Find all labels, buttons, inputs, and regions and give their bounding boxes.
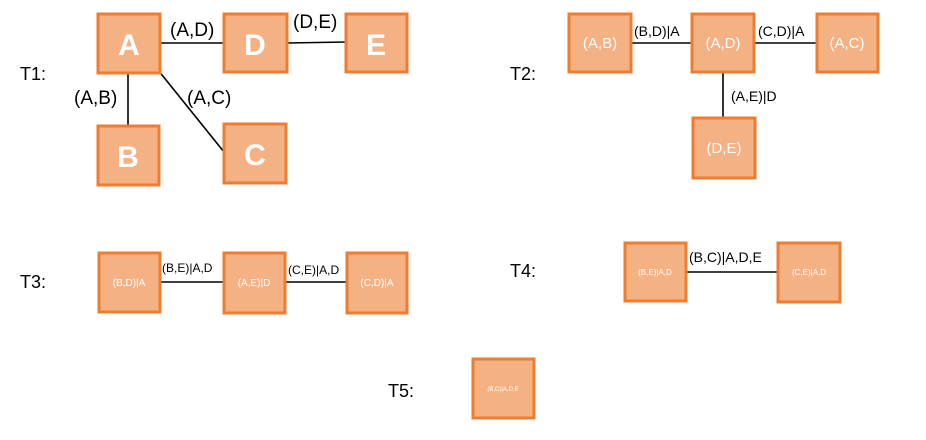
t3-edge-label-b-e: (B,E)|A,D: [162, 261, 213, 275]
t1-node-b-label: B: [117, 141, 139, 174]
t1-node-d: [224, 14, 287, 72]
t1-node-a-label: A: [118, 29, 140, 62]
t2-node-ac: [817, 14, 878, 72]
t1-edge-a-c: [158, 70, 224, 152]
t3-node-ae: [224, 253, 285, 313]
t1-node-d-label: D: [244, 29, 266, 62]
t2-node-de-label: (D,E): [706, 140, 742, 157]
tree-label-t2: T2:: [510, 64, 537, 84]
t2-node-ad-label: (A,D): [705, 35, 741, 52]
t1-edge-label-a-c: (A,C): [187, 88, 232, 109]
t2-node-de: [693, 118, 755, 178]
t1-node-c: [224, 124, 286, 183]
t1-node-a: [98, 14, 160, 73]
t2-edge-label-c-d: (C,D)|A: [758, 23, 805, 39]
t5-node-bc-label: (B,C)|A,D,E: [487, 387, 519, 393]
t4-node-be-label: (B,E)|A,D: [638, 268, 672, 277]
t1-node-e-label: E: [365, 29, 387, 62]
t1-node-e: [346, 14, 407, 72]
t3-node-bd: [99, 253, 160, 312]
t3-node-cd: [347, 253, 407, 313]
t3-node-ae-label: (A,E)|D: [237, 278, 271, 289]
tree-label-t1: T1:: [20, 64, 47, 84]
tree-label-t3: T3:: [20, 272, 47, 292]
t3-node-bd-label: (B,D)|A: [112, 278, 146, 289]
t2-edge-label-a-e: (A,E)|D: [731, 88, 777, 104]
t2-node-ad: [692, 14, 754, 72]
t4-edge-label-b-c: (B,C)|A,D,E: [689, 249, 762, 265]
t2-node-ab-label: (A,B): [582, 35, 618, 52]
t4-node-ce-label: (C,E)|A,D: [791, 268, 827, 277]
t1-edge-d-e: [287, 42, 346, 43]
t1-node-b: [98, 126, 159, 185]
t3-edge-label-c-e: (C,E)|A,D: [288, 263, 340, 277]
t2-node-ac-label: (A,C): [829, 35, 865, 52]
t1-edge-label-d-e: (D,E): [293, 12, 338, 33]
tree-label-t5: T5:: [388, 381, 415, 401]
t5-node-bc: [473, 359, 534, 418]
tree-label-t4: T4:: [510, 261, 537, 281]
t2-node-ab: [569, 14, 631, 72]
t4-node-ce: [778, 243, 840, 302]
t1-edge-label-a-b: (A,B): [74, 88, 118, 109]
t2-edge-label-b-d: (B,D)|A: [634, 23, 680, 39]
t1-edge-label-a-d: (A,D): [170, 20, 215, 41]
t3-node-cd-label: (C,D)|A: [360, 278, 394, 289]
t1-node-c-label: C: [244, 139, 266, 172]
t4-node-be: [625, 243, 686, 301]
